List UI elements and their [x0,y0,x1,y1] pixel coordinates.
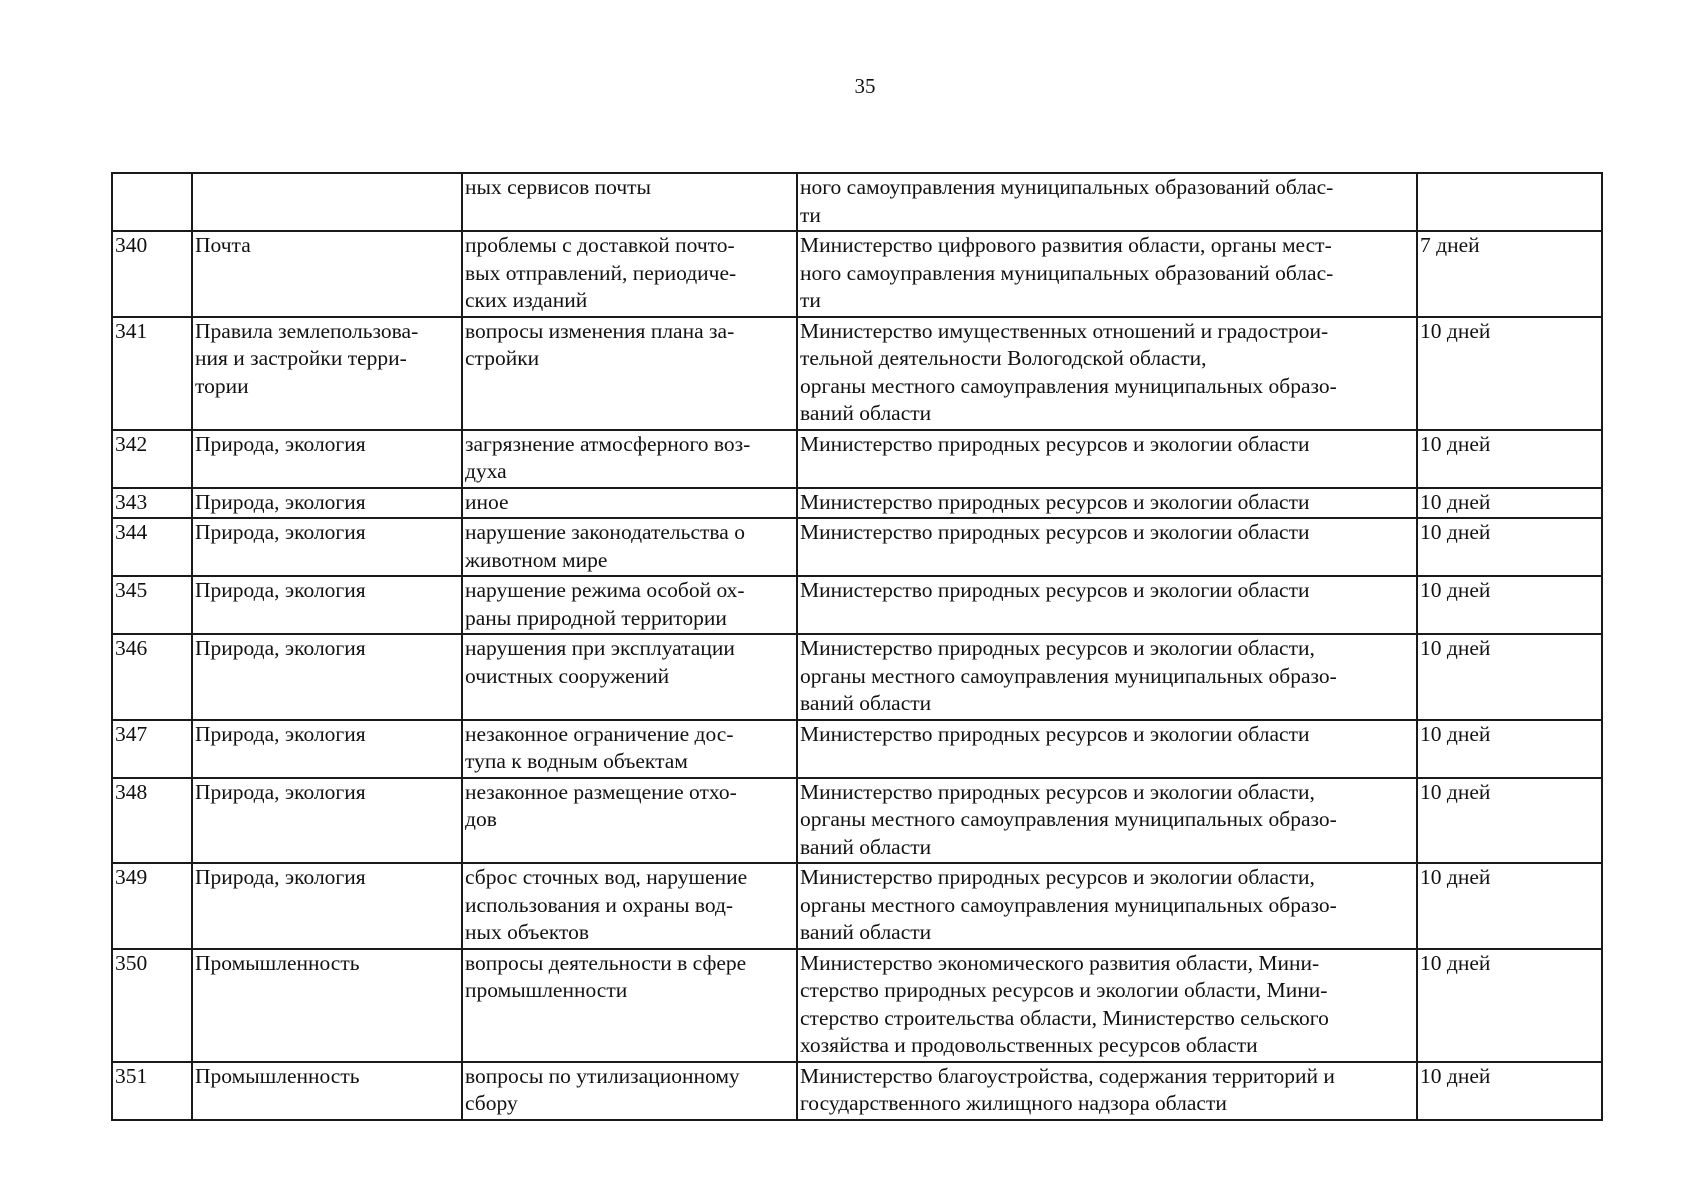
row-number-cell: 347 [112,720,192,778]
table-row [112,720,1602,778]
term-cell: 10 дней [1417,634,1602,720]
page-number: 35 [854,74,876,98]
issue-cell: незаконное размещение отхо- дов [462,778,797,864]
term-cell: 10 дней [1417,576,1602,634]
topic-cell: Природа, экология [192,720,462,778]
term-cell: 10 дней [1417,488,1602,519]
issue-cell: вопросы деятельности в сфере промышленности [462,949,797,1062]
topic-cell: Природа, экология [192,634,462,720]
row-number-cell: 340 [112,231,192,317]
table-row [112,863,1602,949]
term-cell: 10 дней [1417,317,1602,430]
row-number-cell: 346 [112,634,192,720]
issue-cell: проблемы с доставкой почто- вых отправлений, периодиче- ских изданий [462,231,797,317]
table-row [112,778,1602,864]
issue-cell: иное [462,488,797,519]
table-row [112,576,1602,634]
authority-cell: Министерство имущественных отношений и градострои- тельной деятельности Вологодской области, органы местного самоуправления муниципальных образо- ваний области [797,317,1417,430]
row-number-cell: 345 [112,576,192,634]
table-row [112,488,1602,519]
authority-cell: Министерство природных ресурсов и экологии области [797,430,1417,488]
issue-cell: вопросы по утилизационному сбору [462,1062,797,1120]
authority-cell: Министерство природных ресурсов и экологии области, органы местного самоуправления муниципальных образо- ваний области [797,863,1417,949]
authority-cell: Министерство природных ресурсов и экологии области [797,576,1417,634]
authority-cell: Министерство природных ресурсов и экологии области [797,720,1417,778]
requests-table [111,172,1603,1121]
authority-cell: Министерство природных ресурсов и экологии области [797,518,1417,576]
issue-cell: вопросы изменения плана за- стройки [462,317,797,430]
topic-cell: Промышленность [192,949,462,1062]
issue-cell: нарушение законодательства о животном мире [462,518,797,576]
topic-cell: Природа, экология [192,518,462,576]
term-cell: 10 дней [1417,778,1602,864]
authority-cell: Министерство природных ресурсов и экологии области, органы местного самоуправления муниципальных образо- ваний области [797,778,1417,864]
issue-cell: незаконное ограничение дос- тупа к водным объектам [462,720,797,778]
issue-cell: ных сервисов почты [462,173,797,231]
row-number-cell: 343 [112,488,192,519]
topic-cell: Природа, экология [192,576,462,634]
row-number-cell [112,173,192,231]
row-number-cell: 351 [112,1062,192,1120]
table-row [112,518,1602,576]
issue-cell: загрязнение атмосферного воз- духа [462,430,797,488]
row-number-cell: 348 [112,778,192,864]
authority-cell: Министерство природных ресурсов и экологии области [797,488,1417,519]
authority-cell: Министерство цифрового развития области, органы мест- ного самоуправления муниципальных образований облас- ти [797,231,1417,317]
table-row [112,1062,1602,1120]
table-body [112,173,1602,1120]
term-cell: 10 дней [1417,430,1602,488]
row-number-cell: 350 [112,949,192,1062]
term-cell: 10 дней [1417,518,1602,576]
issue-cell: нарушение режима особой ох- раны природной территории [462,576,797,634]
authority-cell: Министерство экономического развития области, Мини- стерство природных ресурсов и экологии области, Мини- стерство строительства области, Министерство сельского хозяйства и продовольственных ресурсов области [797,949,1417,1062]
table-row [112,949,1602,1062]
row-number-cell: 342 [112,430,192,488]
topic-cell: Промышленность [192,1062,462,1120]
topic-cell: Почта [192,231,462,317]
authority-cell: ного самоуправления муниципальных образований облас- ти [797,173,1417,231]
table-row [112,634,1602,720]
table-row [112,430,1602,488]
authority-cell: Министерство природных ресурсов и экологии области, органы местного самоуправления муниципальных образо- ваний области [797,634,1417,720]
term-cell: 7 дней [1417,231,1602,317]
topic-cell: Природа, экология [192,488,462,519]
term-cell [1417,173,1602,231]
issue-cell: сброс сточных вод, нарушение использования и охраны вод- ных объектов [462,863,797,949]
term-cell: 10 дней [1417,720,1602,778]
topic-cell: Природа, экология [192,430,462,488]
topic-cell: Природа, экология [192,863,462,949]
table-row [112,173,1602,231]
topic-cell: Природа, экология [192,778,462,864]
issue-cell: нарушения при эксплуатации очистных сооружений [462,634,797,720]
topic-cell [192,173,462,231]
row-number-cell: 341 [112,317,192,430]
row-number-cell: 349 [112,863,192,949]
term-cell: 10 дней [1417,1062,1602,1120]
table-row [112,317,1602,430]
authority-cell: Министерство благоустройства, содержания территорий и государственного жилищного надзора области [797,1062,1417,1120]
term-cell: 10 дней [1417,863,1602,949]
row-number-cell: 344 [112,518,192,576]
table-row [112,231,1602,317]
topic-cell: Правила землепользова- ния и застройки терри- тории [192,317,462,430]
term-cell: 10 дней [1417,949,1602,1062]
